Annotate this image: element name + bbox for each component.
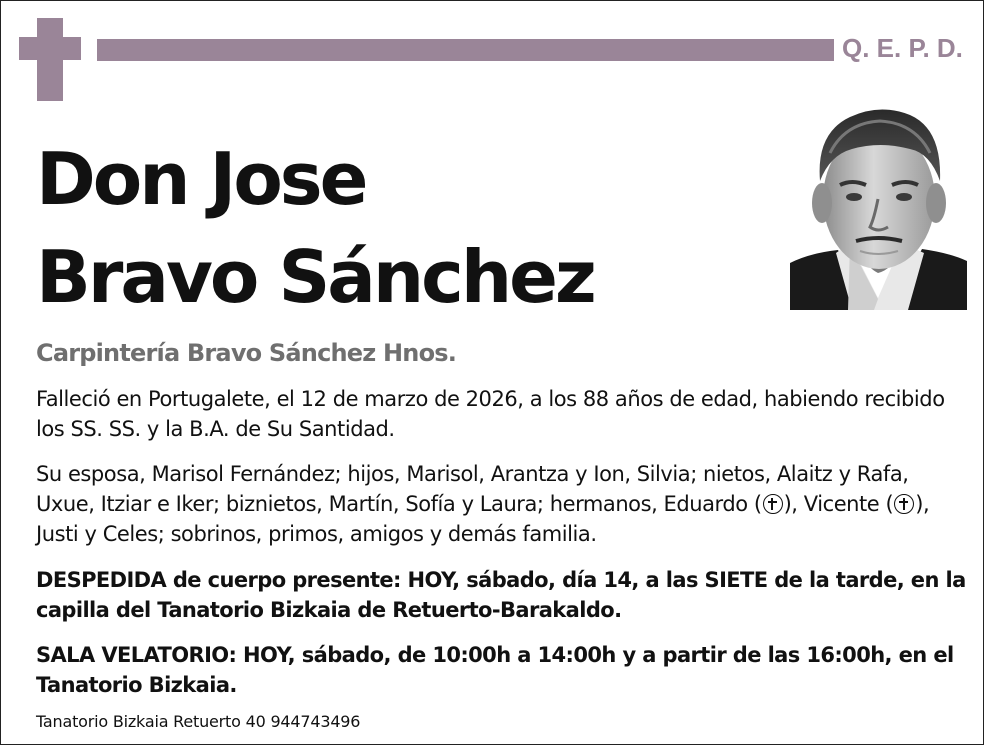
portrait-photo xyxy=(790,103,967,310)
family-list xyxy=(36,459,966,549)
family-text-part2: ), Vicente ( xyxy=(783,492,894,516)
deceased-cross-icon xyxy=(894,494,914,514)
company-name: Carpintería Bravo Sánchez Hnos. xyxy=(36,339,457,367)
deceased-name xyxy=(36,130,594,326)
deceased-cross-icon xyxy=(763,494,783,514)
family-text-part3: ), Justi y Celes; sobrinos, primos, amigos y demás familia. xyxy=(36,492,930,546)
header-band xyxy=(97,39,834,61)
family-text-part1: Su esposa, Marisol Fernández; hijos, Marisol, Arantza y Ion, Silvia; nietos, Alaitz y Rafa, Uxue, Itziar e Iker; biznietos, Martín, Sofía y Laura; hermanos, Eduardo ( xyxy=(36,462,909,516)
deceased-name-line2: Bravo Sánchez xyxy=(36,235,594,319)
farewell-notice: DESPEDIDA de cuerpo presente: HOY, sábado, día 14, a las SIETE de la tarde, en la capilla del Tanatorio Bizkaia de Retuerto-Barakaldo. xyxy=(36,568,966,622)
cross-horizontal-bar xyxy=(19,37,81,60)
footer-contact: Tanatorio Bizkaia Retuerto 40 944743496 xyxy=(36,712,361,731)
portrait-illustration xyxy=(790,103,967,310)
wake-notice: SALA VELATORIO: HOY, sábado, de 10:00h a 14:00h y a partir de las 16:00h, en el Tanatorio Bizkaia. xyxy=(36,643,954,697)
qepd-label: Q. E. P. D. xyxy=(842,33,963,63)
death-notice: Falleció en Portugalete, el 12 de marzo de 2026, a los 88 años de edad, habiendo recibido los SS. SS. y la B.A. de Su Santidad. xyxy=(36,387,945,441)
deceased-name-line1: Don Jose xyxy=(36,137,366,221)
